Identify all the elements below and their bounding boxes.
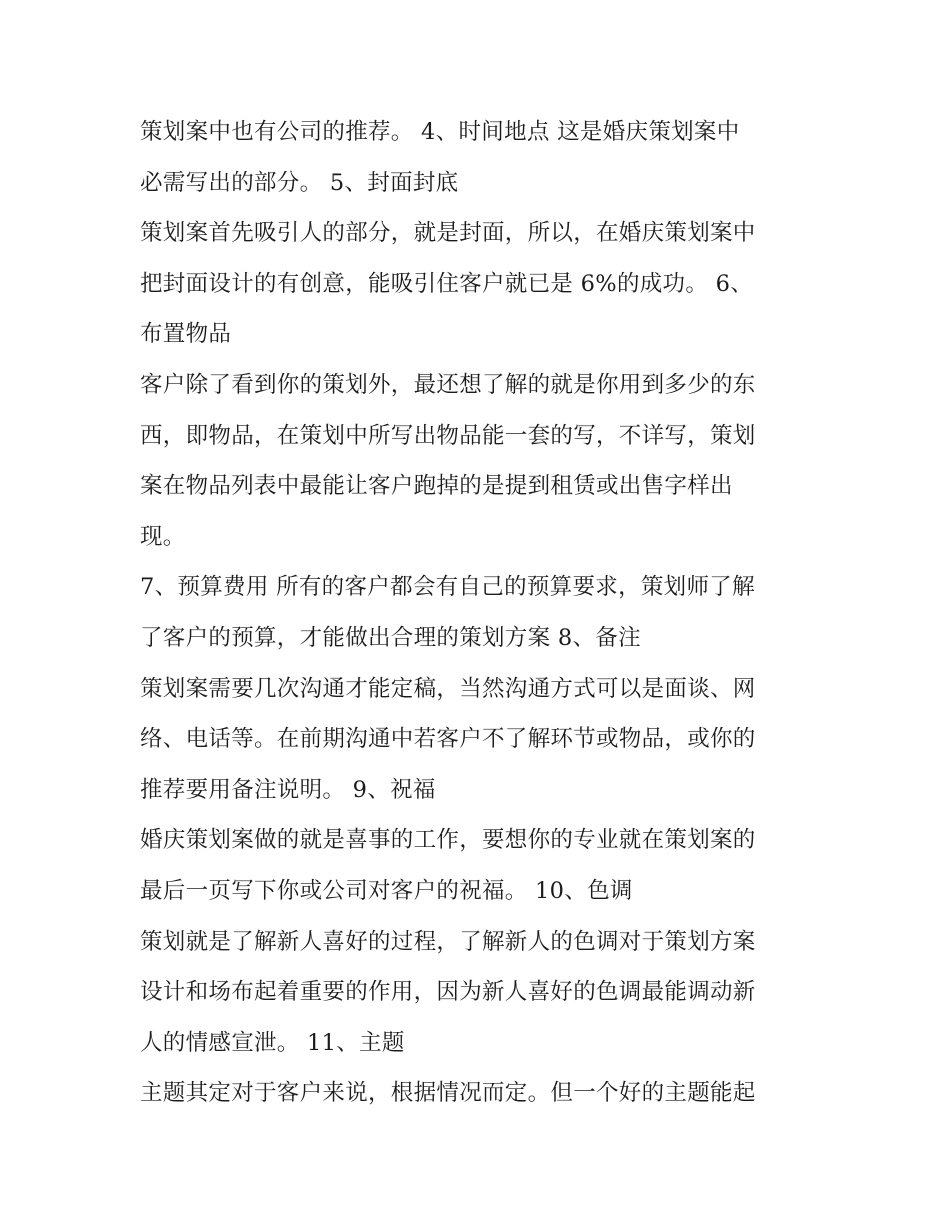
text-line: 策划就是了解新人喜好的过程，了解新人的色调对于策划方案 (140, 928, 756, 955)
text-line: 西，即物品，在策划中所写出物品能一套的写，不详写，策划 (140, 422, 756, 449)
text-line: 策划案中也有公司的推荐。 4、时间地点 这是婚庆策划案中 (140, 119, 740, 145)
text-line: 主题其定对于客户来说，根据情况而定。但一个好的主题能起 (140, 1080, 756, 1107)
text-line: 把封面设计的有创意，能吸引住客户就已是 6%的成功。 6、 (140, 270, 754, 297)
text-line: 必需写出的部分。 5、封面封底 (140, 169, 459, 196)
text-line: 人的情感宣泄。 11、主题 (140, 1029, 405, 1056)
text-line: 最后一页写下你或公司对客户的祝福。 10、色调 (140, 877, 633, 904)
text-line: 推荐要用备注说明。 9、祝福 (140, 776, 436, 803)
text-line: 了客户的预算，才能做出合理的策划方案 8、备注 (140, 624, 641, 651)
text-line: 络、电话等。在前期沟通中若客户不了解环节或物品，或你的 (140, 726, 756, 753)
text-line: 客户除了看到你的策划外，最还想了解的就是你用到多少的东 (140, 371, 756, 398)
text-line: 案在物品列表中最能让客户跑掉的是提到租赁或出售字样出 (140, 473, 733, 500)
text-line: 策划案需要几次沟通才能定稿，当然沟通方式可以是面谈、网 (140, 675, 756, 702)
text-line: 布置物品 (140, 321, 232, 348)
text-line: 策划案首先吸引人的部分，就是封面，所以，在婚庆策划案中 (140, 220, 756, 247)
text-line: 7、预算费用 所有的客户都会有自己的预算要求，策划师了解 (140, 574, 755, 601)
text-line: 现。 (140, 523, 186, 550)
text-line: 婚庆策划案做的就是喜事的工作，要想你的专业就在策划案的 (140, 827, 756, 854)
document-body (140, 107, 830, 1119)
text-line: 设计和场布起着重要的作用，因为新人喜好的色调最能调动新 (140, 979, 756, 1006)
